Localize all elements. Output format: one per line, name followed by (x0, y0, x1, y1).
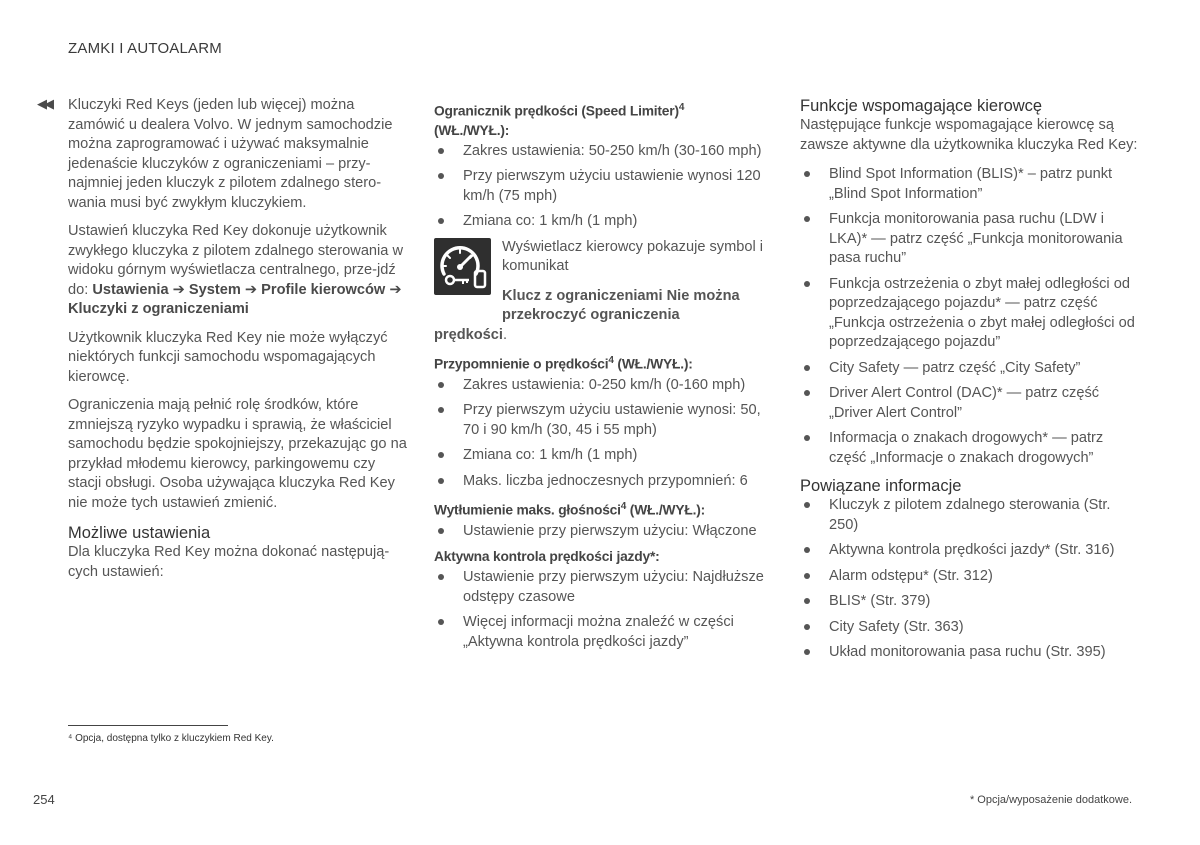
bullet-dot-icon (438, 173, 444, 179)
bullet-dot-icon (804, 624, 810, 630)
volume-limit-item (434, 522, 774, 542)
related-info-item-text: City Safety (Str. 363) (829, 618, 964, 635)
speed-limiter-onoff: (WŁ./WYŁ.): (434, 122, 510, 138)
speed-limiter-list (434, 142, 774, 232)
volume-limit-heading (434, 497, 774, 520)
driver-assist-list (800, 165, 1140, 468)
driver-assist-item (800, 275, 1140, 353)
warning-tail-bold: prędkości (434, 326, 503, 343)
speed-reminder-list (434, 376, 774, 492)
speed-limiter-item-text: Przy pierwszym użyciu ustawienie wynosi 120 km/h (75 mph) (463, 168, 761, 204)
related-info-list (800, 496, 1140, 663)
bullet-dot-icon (804, 390, 810, 396)
bullet-dot-icon (438, 478, 444, 484)
bullet-dot-icon (438, 382, 444, 388)
settings-intro-paragraph: Dla kluczyka Red Key można dokonać następują-cych ustawień: (68, 544, 390, 580)
section-title-possible-settings: Możliwe ustawienia (68, 524, 211, 542)
driver-assist-item-text: Informacja o znakach drogowych* — patrz część „Informacje o znakach drogowych” (829, 430, 1104, 466)
acc-item-text: Więcej informacji można znaleźć w części „Aktywna kontrola prędkości jazdy” (463, 614, 734, 650)
driver-assist-intro: Następujące funkcje wspomagające kierowcę są zawsze aktywne dla użytkownika kluczyka Red Key: (800, 117, 1138, 153)
bullet-dot-icon (438, 619, 444, 625)
driver-assist-item-text: Driver Alert Control (DAC)* — patrz część „Driver Alert Control” (829, 385, 1100, 421)
speed-limiter-item (434, 167, 774, 206)
limiter-warning-tail (434, 326, 774, 346)
related-info-item-text: BLIS* (Str. 379) (829, 593, 931, 609)
driver-assist-item-text: Blind Spot Information (BLIS)* – patrz punkt „Blind Spot Information” (829, 166, 1113, 202)
related-info-item-text: Alarm odstępu* (Str. 312) (829, 567, 993, 584)
speed-reminder-item (434, 376, 774, 396)
speed-reminder-item-text: Zakres ustawienia: 0-250 km/h (0-160 mph) (463, 376, 746, 393)
restriction-paragraph: Użytkownik kluczyka Red Key nie może wyłączyć niektórych funkcji samochodu wspomagających kierowcę. (68, 329, 388, 385)
column-middle (434, 96, 774, 658)
speed-reminder-item (434, 446, 774, 466)
driver-assist-item (800, 165, 1140, 204)
symbol-description: Wyświetlacz kierowcy pokazuje symbol i komunikat (502, 238, 764, 275)
bullet-dot-icon (804, 435, 810, 441)
acc-heading: Aktywna kontrola prędkości jazdy*: (434, 549, 660, 565)
column-right (800, 96, 1140, 669)
purpose-paragraph: Ograniczenia mają pełnić rolę środków, które zmniejszą ryzyko wypadku i sprawią, że właściciel samochodu będzie spokojniejszy, przekazując go na przykład młodemu kierowcy, parkingowemu czy stacji obsługi. Osoba używająca kluczyka Red Key nie może tych ustawień zmienić. (68, 397, 407, 511)
bullet-dot-icon (804, 365, 810, 371)
page-number: 254 (33, 792, 55, 807)
section-title-related-info: Powiązane informacje (800, 477, 962, 495)
limiter-warning-message: Klucz z ograniczeniami Nie można przekroczyć ograniczenia (502, 287, 740, 324)
settings-path-paragraph (68, 222, 408, 320)
related-info-item-text: Aktywna kontrola prędkości jazdy* (Str. 316) (829, 542, 1115, 558)
volume-limit-title: Wytłumienie maks. głośności (434, 502, 621, 518)
speed-reminder-heading (434, 351, 774, 374)
speed-reminder-item (434, 472, 774, 492)
acc-item (434, 568, 774, 607)
volume-limit-onoff: (WŁ./WYŁ.): (626, 502, 705, 518)
bullet-dot-icon (804, 216, 810, 222)
volume-limit-item-text: Ustawienie przy pierwszym użyciu: Włączone (463, 522, 757, 539)
column-left (68, 96, 408, 591)
speed-reminder-item-text: Maks. liczba jednoczesnych przypomnień: 6 (463, 472, 748, 489)
double-chevron-left-icon: ◀◀ (37, 96, 51, 111)
bullet-dot-icon (438, 452, 444, 458)
bullet-dot-icon (804, 547, 810, 553)
speed-limiter-symbol-row (434, 238, 774, 326)
bullet-dot-icon (804, 598, 810, 604)
footnote-text: ⁴ Opcja, dostępna tylko z kluczykiem Red Key. (68, 733, 274, 744)
acc-item (434, 613, 774, 652)
related-info-item[interactable] (800, 592, 1140, 612)
footnote-ref: 4 (678, 102, 685, 113)
section-title-driver-assist: Funkcje wspomagające kierowcę (800, 97, 1043, 115)
related-info-item[interactable] (800, 567, 1140, 587)
acc-list (434, 568, 774, 652)
bullet-dot-icon (804, 281, 810, 287)
settings-path-text: Ustawień kluczyka Red Key dokonuje użytkownik zwykłego kluczyka z pilotem zdalnego sterowania w widoku górnym wyświetlacza centralnego, prze-jdź do: (68, 223, 404, 298)
footnote-divider (68, 725, 228, 726)
bullet-dot-icon (804, 502, 810, 508)
driver-assist-item-text: City Safety — patrz część „City Safety” (829, 359, 1081, 376)
menu-path: Ustawienia ➔ System ➔ Profile kierowców ➔ Kluczyki z ograniczeniami (68, 281, 402, 317)
speed-reminder-item-text: Zmiana co: 1 km/h (1 mph) (463, 447, 638, 464)
related-info-item-text: Układ monitorowania pasa ruchu (Str. 395) (829, 644, 1106, 660)
speed-reminder-item (434, 401, 774, 440)
warning-tail-dot: . (502, 326, 508, 343)
speed-limiter-title: Ogranicznik prędkości (Speed Limiter) (434, 103, 679, 119)
driver-assist-item (800, 429, 1140, 468)
bullet-dot-icon (804, 573, 810, 579)
speed-limiter-item (434, 212, 774, 232)
speed-reminder-title: Przypomnienie o prędkości (434, 356, 609, 372)
bullet-dot-icon (438, 407, 444, 413)
speed-limiter-item-text: Zmiana co: 1 km/h (1 mph) (463, 213, 638, 230)
footnote-ref: 4 (608, 355, 614, 367)
speed-limiter-item (434, 142, 774, 162)
optional-equipment-note: * Opcja/wyposażenie dodatkowe. (969, 794, 1132, 806)
related-info-item[interactable] (800, 541, 1140, 561)
driver-assist-item (800, 210, 1140, 269)
bullet-dot-icon (438, 528, 444, 534)
driver-assist-item-text: Funkcja ostrzeżenia o zbyt małej odległości od poprzedzającego pojazdu* — patrz część „Funkcja ostrzeżenia o zbyt małej odległości od poprzedzającego pojazdu” (829, 275, 1135, 350)
related-info-item[interactable] (800, 643, 1140, 663)
volume-limit-list (434, 522, 774, 542)
driver-assist-item (800, 384, 1140, 423)
acc-item-text: Ustawienie przy pierwszym użyciu: Najdłuższe odstępy czasowe (463, 569, 764, 605)
bullet-dot-icon (438, 218, 444, 224)
speedometer-key-icon (434, 238, 491, 295)
speed-reminder-item-text: Przy pierwszym użyciu ustawienie wynosi: 50, 70 i 90 km/h (30, 45 i 55 mph) (463, 402, 761, 438)
related-info-item[interactable] (800, 618, 1140, 638)
footnote-ref: 4 (620, 501, 627, 513)
bullet-dot-icon (438, 148, 444, 154)
related-info-item[interactable] (800, 496, 1140, 535)
page-header-title: ZAMKI I AUTOALARM (68, 40, 222, 57)
speed-limiter-item-text: Zakres ustawienia: 50-250 km/h (30-160 mph) (463, 142, 762, 159)
driver-assist-item (800, 359, 1140, 379)
driver-assist-item-text: Funkcja monitorowania pasa ruchu (LDW i LKA)* — patrz część „Funkcja monitorowania pasa ruchu” (829, 211, 1123, 266)
bullet-dot-icon (438, 574, 444, 580)
bullet-dot-icon (804, 171, 810, 177)
speed-reminder-onoff: (WŁ./WYŁ.): (613, 356, 693, 372)
intro-paragraph: Kluczyki Red Keys (jeden lub więcej) można zamówić u dealera Volvo. W jednym samochodzie można zaprogramować i używać maksymalnie jedenaście kluczyków z ograniczeniami – przy-najmniej jeden kluczyk z pilotem zdalnego stero-wania musi być zwykłym kluczykiem. (68, 97, 393, 211)
bullet-dot-icon (804, 649, 810, 655)
speed-limiter-heading (434, 98, 774, 140)
related-info-item-text: Kluczyk z pilotem zdalnego sterowania (Str. 250) (829, 497, 1111, 533)
